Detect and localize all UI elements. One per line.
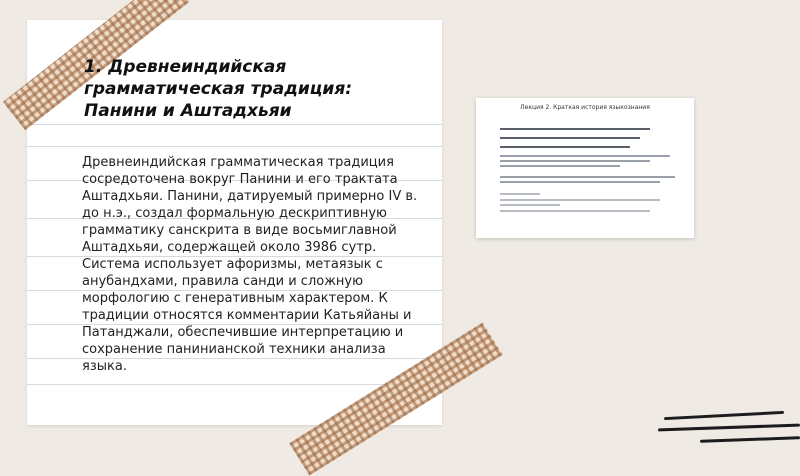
paper-rule-line: [27, 146, 442, 147]
thumbnail-text-line: [500, 128, 650, 130]
thumbnail-text-line: [500, 199, 660, 201]
thumbnail-text-line: [500, 204, 560, 206]
thumbnail-text-line: [500, 165, 620, 167]
thumbnail-text-line: [500, 210, 650, 212]
paper-rule-line: [27, 384, 442, 385]
slide-title: 1. Древнеиндийская грамматическая традиция: Панини и Аштадхьяи: [84, 57, 353, 121]
thumbnail-text-line: [500, 193, 540, 195]
thumbnail-text-line: [500, 181, 660, 183]
paper-rule-line: [27, 124, 442, 125]
thumbnail-text-line: [500, 137, 640, 139]
thumbnail-title: Лекция 2. Краткая история языкознания: [520, 104, 650, 111]
thumbnail-text-line: [500, 176, 675, 178]
thumbnail-text-line: [500, 155, 670, 157]
decorative-stroke: [700, 436, 800, 442]
slide-body-text: Древнеиндийская грамматическая традиция сосредоточена вокруг Панини и его трактата Аштадхьяи. Панини, датируемый примерно IV в. до н.э., создал формальную дескриптивную грамматику санскрита в виде восьмиглавной Аштадхьяи, содержащей около 3986 сутр. Система использует афоризмы, метаязык с анубандхами, правила санди и сложную морфологию с генеративным характером. К традиции относятся комментарии Катьяйаны и Патанджали, обеспечившие интерпретацию и сохранение панинианской техники анализа языка.: [82, 155, 418, 374]
thumbnail-text-line: [500, 160, 650, 162]
thumbnail-text-line: [500, 146, 630, 148]
decorative-stroke: [664, 411, 784, 420]
lecture-document-thumbnail: [476, 98, 694, 238]
decorative-stroke: [658, 424, 800, 432]
